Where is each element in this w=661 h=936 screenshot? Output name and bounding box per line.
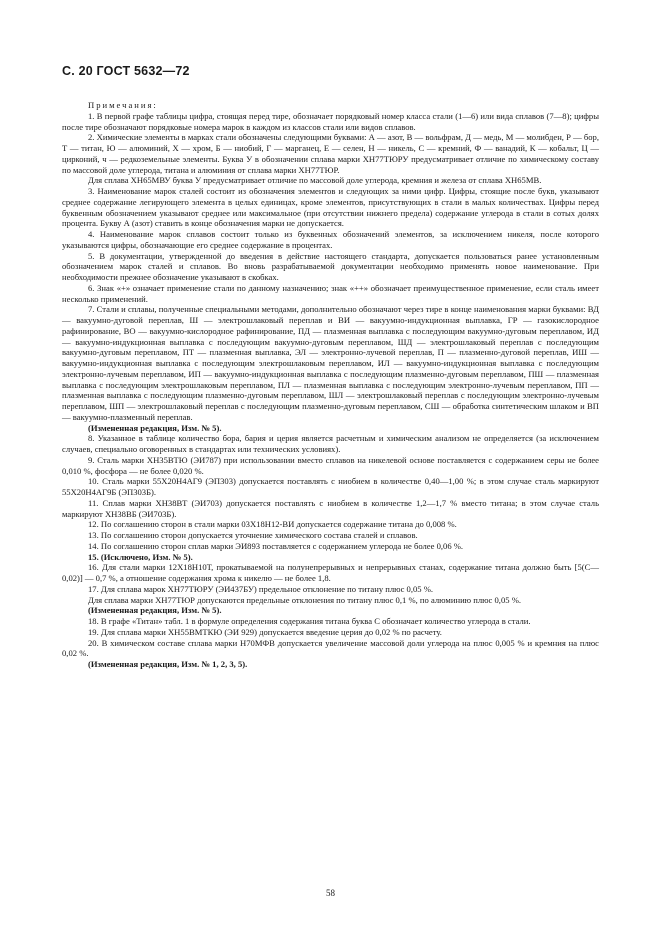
note-11: 11. Сплав марки ХН38ВТ (ЭИ703) допускается поставлять с ниобием в количестве 1,2—1,7 % вместо титана; в этом случае сталь маркируют ХН38ВБ (ЭИ703Б). [62,497,599,519]
note-6: 6. Знак «+» означает применение стали по данному назначению; знак «++» обозначает преимущественное применение, если сталь имеет несколько применений. [62,282,599,304]
note-17: 17. Для сплава марок ХН77ТЮРУ (ЭИ437БУ) предельное отклонение по титану плюс 0,05 %. [88,583,434,594]
note-13: 13. По соглашению сторон допускается уточнение химического состава сталей и сплавов. [88,530,418,540]
note-2: 2. Химические элементы в марках стали обозначены следующими буквами: А — азот, В — вольфрам, Д — медь, М — молибден, Р — бор, Т — титан, Ю — алюминий, Х — хром, Б — ниобий, Г — марганец, Е — селен, Н — никель, С — кремний, Ф — ванадий, К — кобальт, Ц — цирконий, ч — редкоземельные элементы. Буква У в обозначении сплава марки ХН77ТЮРУ предусматривает отличие по химическому составу по массовой доле углерода, титана и алюминия от сплава марки ХН77ТЮР. [62,132,599,175]
note-19: 19. Для сплава марки ХН55ВМТКЮ (ЭИ 929) допускается введение церия до 0,02 % по расчету. [88,626,442,637]
note-4: 4. Наименование марок сплавов состоит только из буквенных обозначений элементов, за исключением никеля, после которого указываются цифры, обозначающие его среднее содержание в процентах. [62,229,599,250]
note-1: 1. В первой графе таблицы цифра, стоящая перед тире, обозначает порядковый номер класса стали (1—6) или вида сплавов (7—8); цифры после тире обозначают порядковые номера марок в каждом из классов стали или видов сплавов. [62,110,599,132]
note-18: 18. В графе «Титан» табл. 1 в формуле определения содержания титана буква С обозначает количество углерода в стали. [88,616,531,626]
edit-note-17: (Измененная редакция, Изм. № 5). [88,605,222,616]
note-7: 7. Стали и сплавы, полученные специальными методами, дополнительно обозначают через тире в конце наименования марки буквами: ВД — вакуумно-дуговой переплав, Ш — электрошлаковый переплав и ВИ — вакуумно-индукционная выплавка, ГР — газокислородное рафинирование, ВО — вакуумно-кислородное рафинирование, ПД — плазменная выплавка с последующим вакуумно-дуговым переплавом, ИД — вакуумно-индукционная выплавка с последующим вакуумно-дуговым переплавом, ШД — электрошлаковый переплав с последующим вакуумно-дуговым переплавом, ПТ — плазменная выплавка, ЭЛ — электронно-лучевой переплав, П — плазменно-дуговой переплав, ИШ — вакуумно-индукционная выплавка с последующим электрошлаковым переплавом, ИЛ — вакуумно-индукционная выплавка с последующим электронно-лучевым переплавом, ИП — вакуумно-индукционная выплавка с последующим плазменно-дуговым переплавом, ПШ — плазменная выплавка с последующим электрошлаковым переплавом, ПЛ — плазменная выплавка с последующим электронно-лучевым переплавом, ПП — плазменная выплавка с последующим плазменно-дуговым переплавом, ШЛ — электрошлаковый переплав с последующим электронно-лучевым переплавом, ШП — электрошлаковый переплав с последующим плазменно-дуговым переплавом, СШ — обработка синтетическим шлаком и ВП — вакуумно-плазменный переплав. [62,304,599,422]
note-17-cont: Для сплава марки ХН77ТЮР допускаются предельные отклонения по титану плюс 0,1 %, по алюминию плюс 0,05 %. [88,594,521,605]
note-12: 12. По соглашению сторон в стали марки 03Х18Н12-ВИ допускается содержание титана до 0,008 %. [88,519,457,530]
note-15-excluded: 15. (Исключено, Изм. № 5). [88,551,193,562]
note-20: 20. В химическом составе сплава марки Н70МФВ допускается увеличение массовой доли углерода на плюс 0,005 % и кремния на плюс 0,02 %. [62,637,599,659]
notes-body [62,100,599,670]
edit-note-7: (Измененная редакция, Изм. № 5). [88,422,222,433]
note-2-cont: Для сплава ХН65МВУ буква У предусматривает отличие по массовой доле углерода, кремния и железа от сплава ХН65МВ. [88,175,542,186]
note-9: 9. Сталь марки ХН35ВТЮ (ЭИ787) при использовании вместо сплавов на никелевой основе поставляется с содержанием серы не более 0,010 %, фосфора — не более 0,020 %. [62,454,599,476]
note-10: 10. Сталь марки 55Х20Н4АГ9 (ЭП303) допускается поставлять с ниобием в количестве 0,40—1,00 %; в этом случае сталь маркируют 55Х20Н4АГ9Б (ЭП303Б). [62,476,599,497]
page-number: 58 [326,888,335,898]
edit-note-20: (Измененная редакция, Изм. № 1, 2, 3, 5). [88,659,248,669]
note-5: 5. В документации, утвержденной до введения в действие настоящего стандарта, допускается пользоваться ранее установленным обозначением марок сталей и сплавов. Во вновь разрабатываемой документации необходимо применять новое наименование. При необходимости прежнее обозначение указывают в скобках. [62,250,599,282]
note-14: 14. По соглашению сторон сплав марки ЭИ893 поставляется с содержанием углерода не более 0,06 %. [88,540,464,551]
notes-title: Примечания: [88,100,158,110]
note-16: 16. Для стали марки 12Х18Н10Т, прокатываемой на полунепрерывных и непрерывных станах, содержание титана должно быть [5(С—0,02)] — 0,7 %, а отношение содержания хрома к никелю — не более 1,8. [62,562,599,583]
note-8: 8. Указанное в таблице количество бора, бария и церия является расчетным и химическим анализом не определяется (за исключением случаев, специально оговоренных в стандартах или технических условиях). [62,433,599,454]
page-header: С. 20 ГОСТ 5632—72 [62,64,190,78]
note-3: 3. Наименование марок сталей состоит из обозначения элементов и следующих за ними цифр. Цифры, стоящие после букв, указывают среднее содержание легирующего элемента в целых единицах, кроме элементов, присутствующих в стали в малых количествах. Цифры перед буквенным обозначением указывают среднее или максимальное (при отсутствии нижнего предела) содержание углерода в стали в сотых долях процента. Букву А (азот) ставить в конце обозначения марки не допускается. [62,186,599,229]
